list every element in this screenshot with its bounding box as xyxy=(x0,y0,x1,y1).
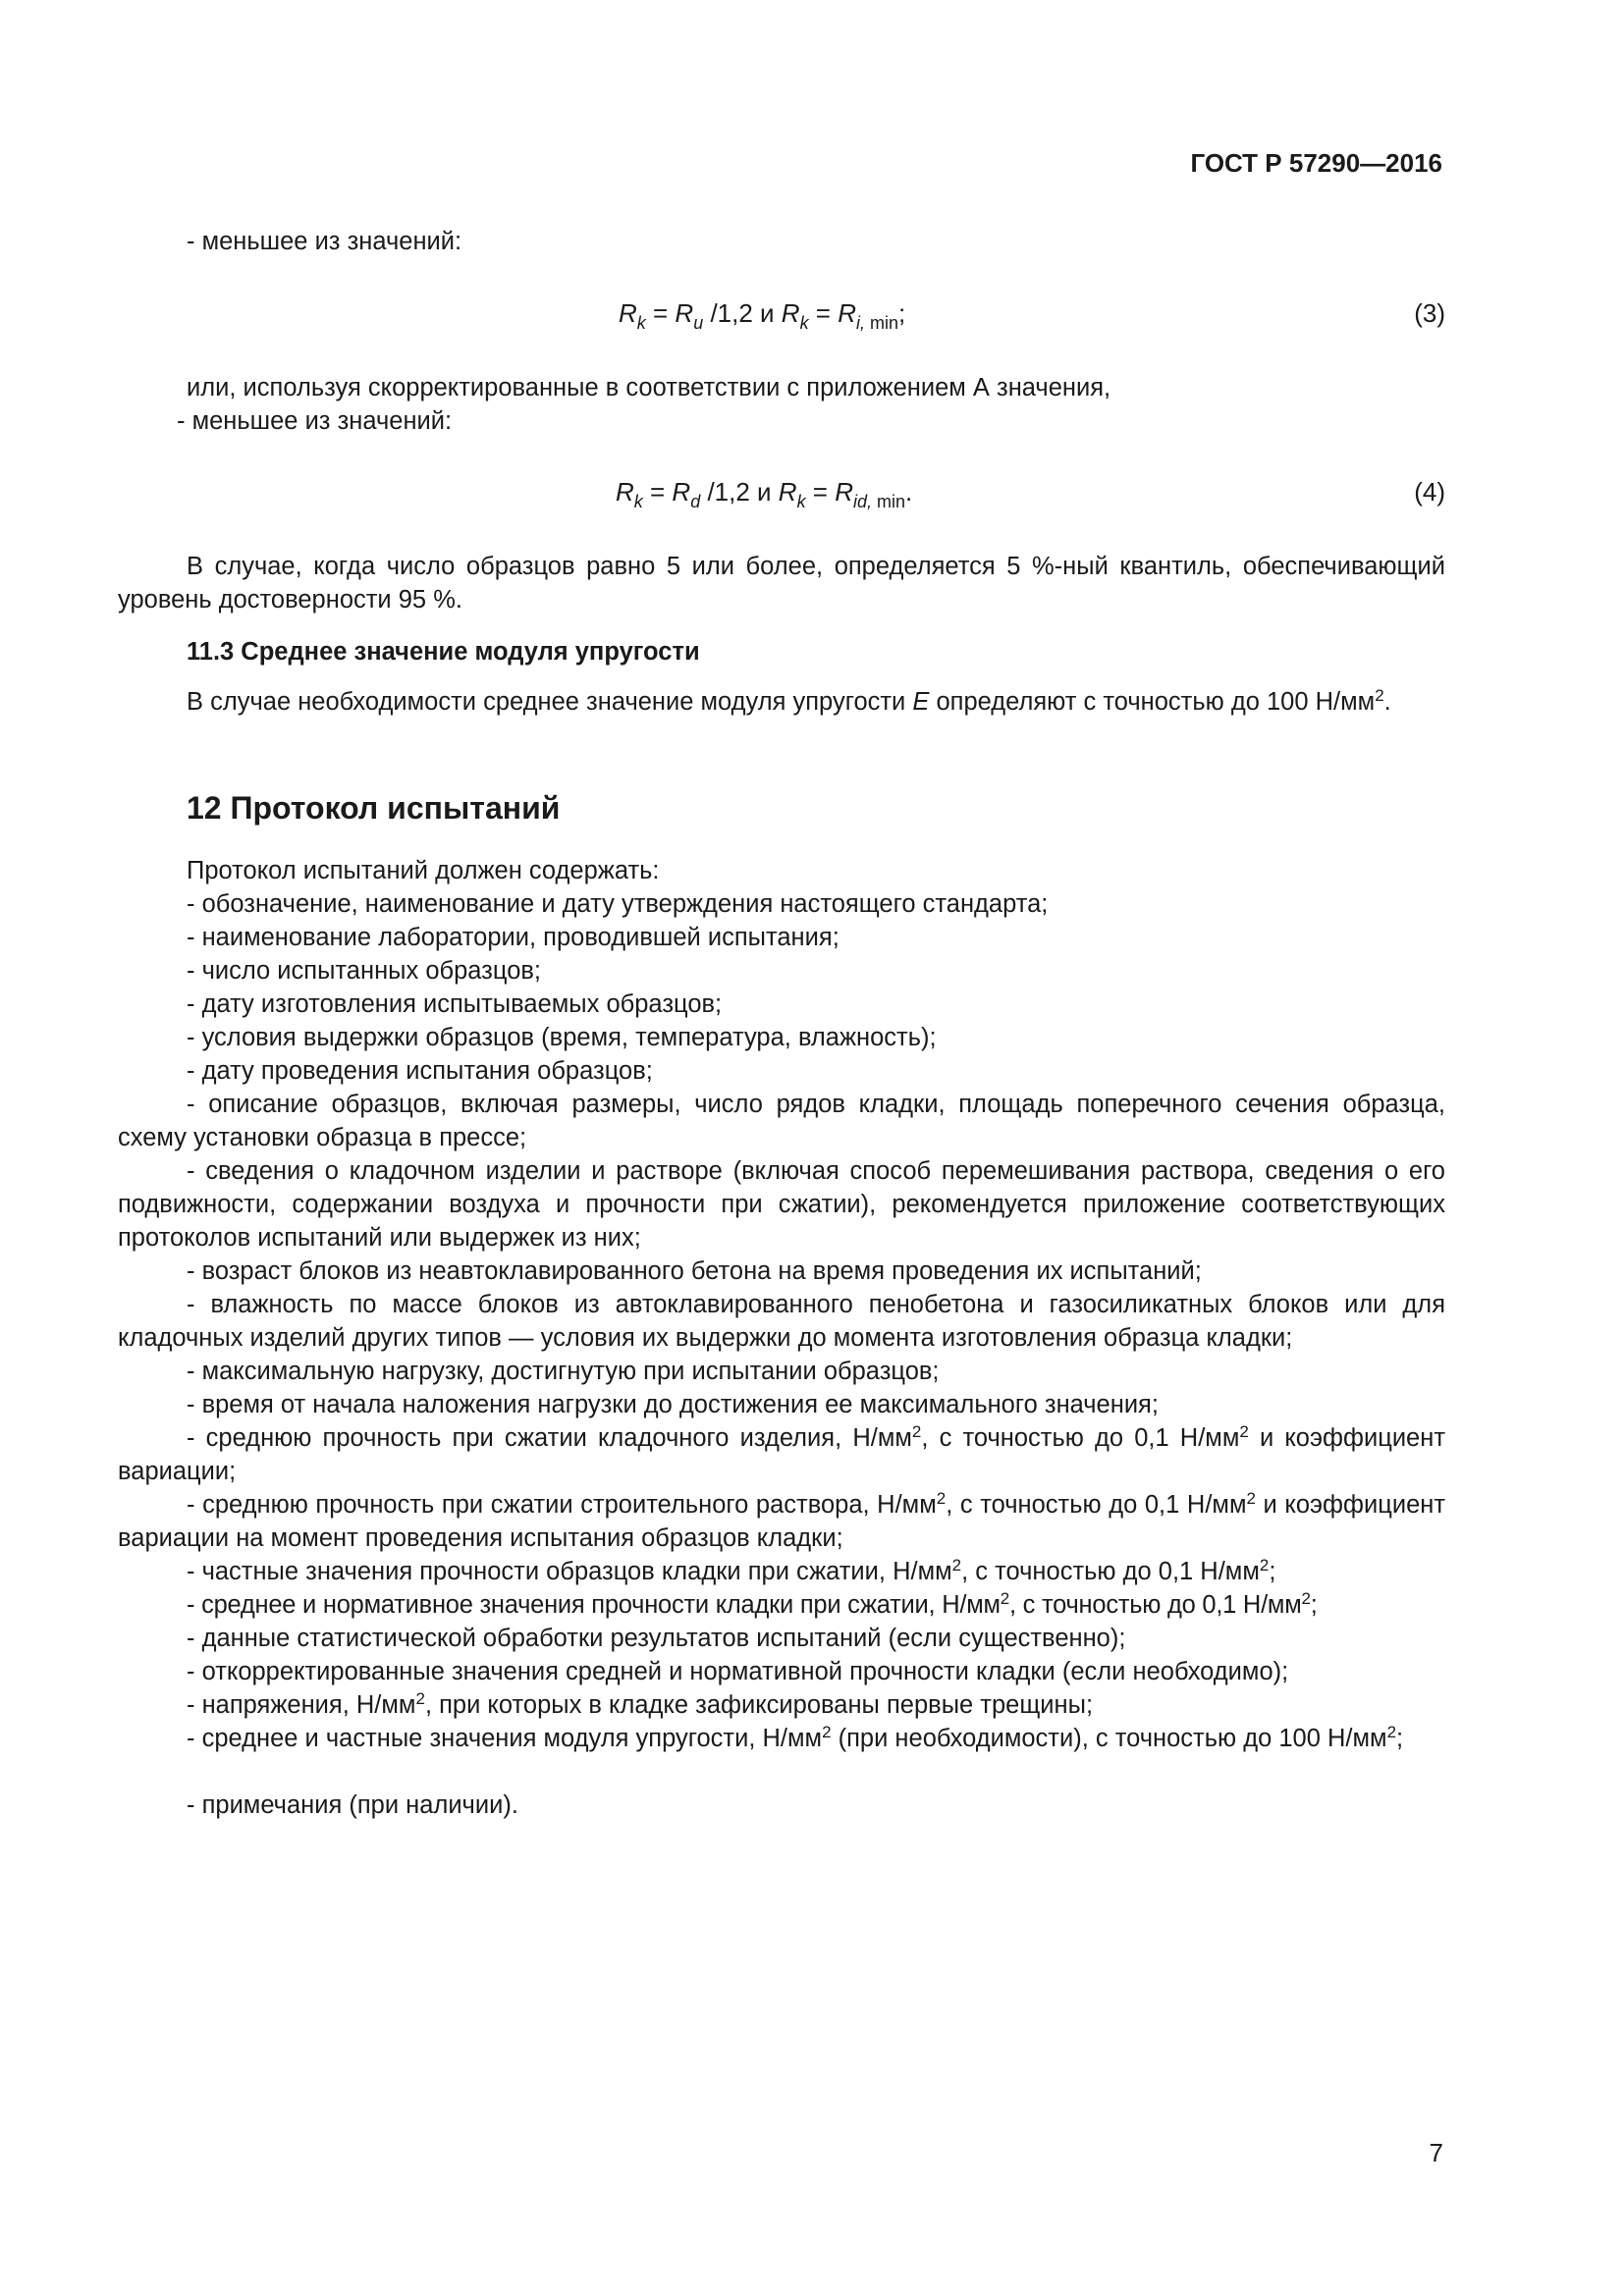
list-item: - дату проведения испытания образцов; xyxy=(187,1057,653,1085)
equation-4: $R_k = R_d$ /1,2 и $R_k = R_{id, min}$. xyxy=(616,477,913,511)
smaller-of-values-line-2: - меньшее из значений: xyxy=(177,407,453,435)
document-id: ГОСТ Р 57290—2016 xyxy=(1190,148,1442,178)
section-11-3-text: В случае необходимости среднее значение модуля упругости E определяют с точностью до 100 $Н/мм^2$. xyxy=(187,686,1391,716)
section-12-title: 12 Протокол испытаний xyxy=(187,790,561,826)
list-item: - дату изготовления испытываемых образцов; xyxy=(187,990,723,1018)
list-item: - сведения о кладочном изделии и растворе (включая способ перемешивания раствора, сведения о его подвижности, содержании воздуха и прочности при сжатии), рекомендуется приложение соответствующих протоколов испытаний или выдержек из них; xyxy=(118,1157,1445,1252)
list-item: - обозначение, наименование и дату утверждения настоящего стандарта; xyxy=(187,890,1049,918)
equation-4-number: (4) xyxy=(1414,477,1445,507)
list-item: - условия выдержки образцов (время, температура, влажность); xyxy=(187,1024,937,1051)
section-11-3-title: 11.3 Среднее значение модуля упругости xyxy=(187,638,700,666)
list-item-notes: - примечания (при наличии). xyxy=(187,1791,518,1819)
page-number: 7 xyxy=(1429,2138,1443,2167)
list-item: - влажность по массе блоков из автоклавированного пенобетона и газосиликатных блоков или для кладочных изделий других типов — условия их выдержки до момента изготовления образца кладки; xyxy=(118,1291,1445,1352)
list-item-block-strength: - среднюю прочность при сжатии кладочного изделия, $Н/мм^2$, с точностью до 0,1 $Н/мм^2$ и коэффициент вариации; xyxy=(118,1422,1446,1485)
eq3-r: R xyxy=(619,298,637,328)
equation-3-number: (3) xyxy=(1414,298,1445,328)
list-item-modulus: - среднее и частные значения модуля упругости, $Н/мм^2$ (при необходимости), с точностью до 100 $Н/мм^2$; xyxy=(187,1723,1404,1752)
list-item-corrected: - откорректированные значения средней и нормативной прочности кладки (если необходимо); xyxy=(187,1658,1289,1685)
smaller-of-values-line: - меньшее из значений: xyxy=(187,228,462,255)
quantile-paragraph: В случае, когда число образцов равно 5 или более, определяется 5 %-ный квантиль, обеспечивающий уровень достоверности 95 %. xyxy=(118,553,1445,614)
protocol-intro: Протокол испытаний должен содержать: xyxy=(187,857,660,884)
list-item-mortar-strength: - среднюю прочность при сжатии строительного раствора, $Н/мм^2$, с точностью до 0,1 $Н/мм^2$ и коэффициент вариации на момент проведения испытания образцов кладки; xyxy=(118,1489,1446,1552)
equation-3: $R_k = R_u$ /1,2 и $R_k = R_{i, min}$; xyxy=(619,298,906,333)
list-item-stats: - данные статистической обработки результатов испытаний (если существенно); xyxy=(187,1625,1126,1652)
list-item: - максимальную нагрузку, достигнутую при испытании образцов; xyxy=(187,1358,940,1385)
list-item: - число испытанных образцов; xyxy=(187,957,542,985)
list-item: - наименование лаборатории, проводившей испытания; xyxy=(187,924,839,951)
list-item: - описание образцов, включая размеры, число рядов кладки, площадь поперечного сечения образца, схему установки образца в прессе; xyxy=(118,1091,1445,1151)
list-item-stress: - напряжения, $Н/мм^2$, при которых в кладке зафиксированы первые трещины; xyxy=(187,1689,1094,1719)
corrected-values-paragraph: или, используя скорректированные в соответствии с приложением А значения, xyxy=(187,374,1111,401)
list-item-partial-values: - частные значения прочности образцов кладки при сжатии, $Н/мм^2$, с точностью до 0,1 $Н/мм^2$; xyxy=(187,1556,1276,1585)
list-item: - возраст блоков из неавтоклавированного бетона на время проведения их испытаний; xyxy=(187,1257,1202,1285)
list-item-mean-normative: - среднее и нормативное значения прочности кладки при сжатии, $Н/мм^2$, с точностью до 0,1 $Н/мм^2$; xyxy=(187,1589,1318,1619)
list-item: - время от начала наложения нагрузки до достижения ее максимального значения; xyxy=(187,1391,1159,1418)
